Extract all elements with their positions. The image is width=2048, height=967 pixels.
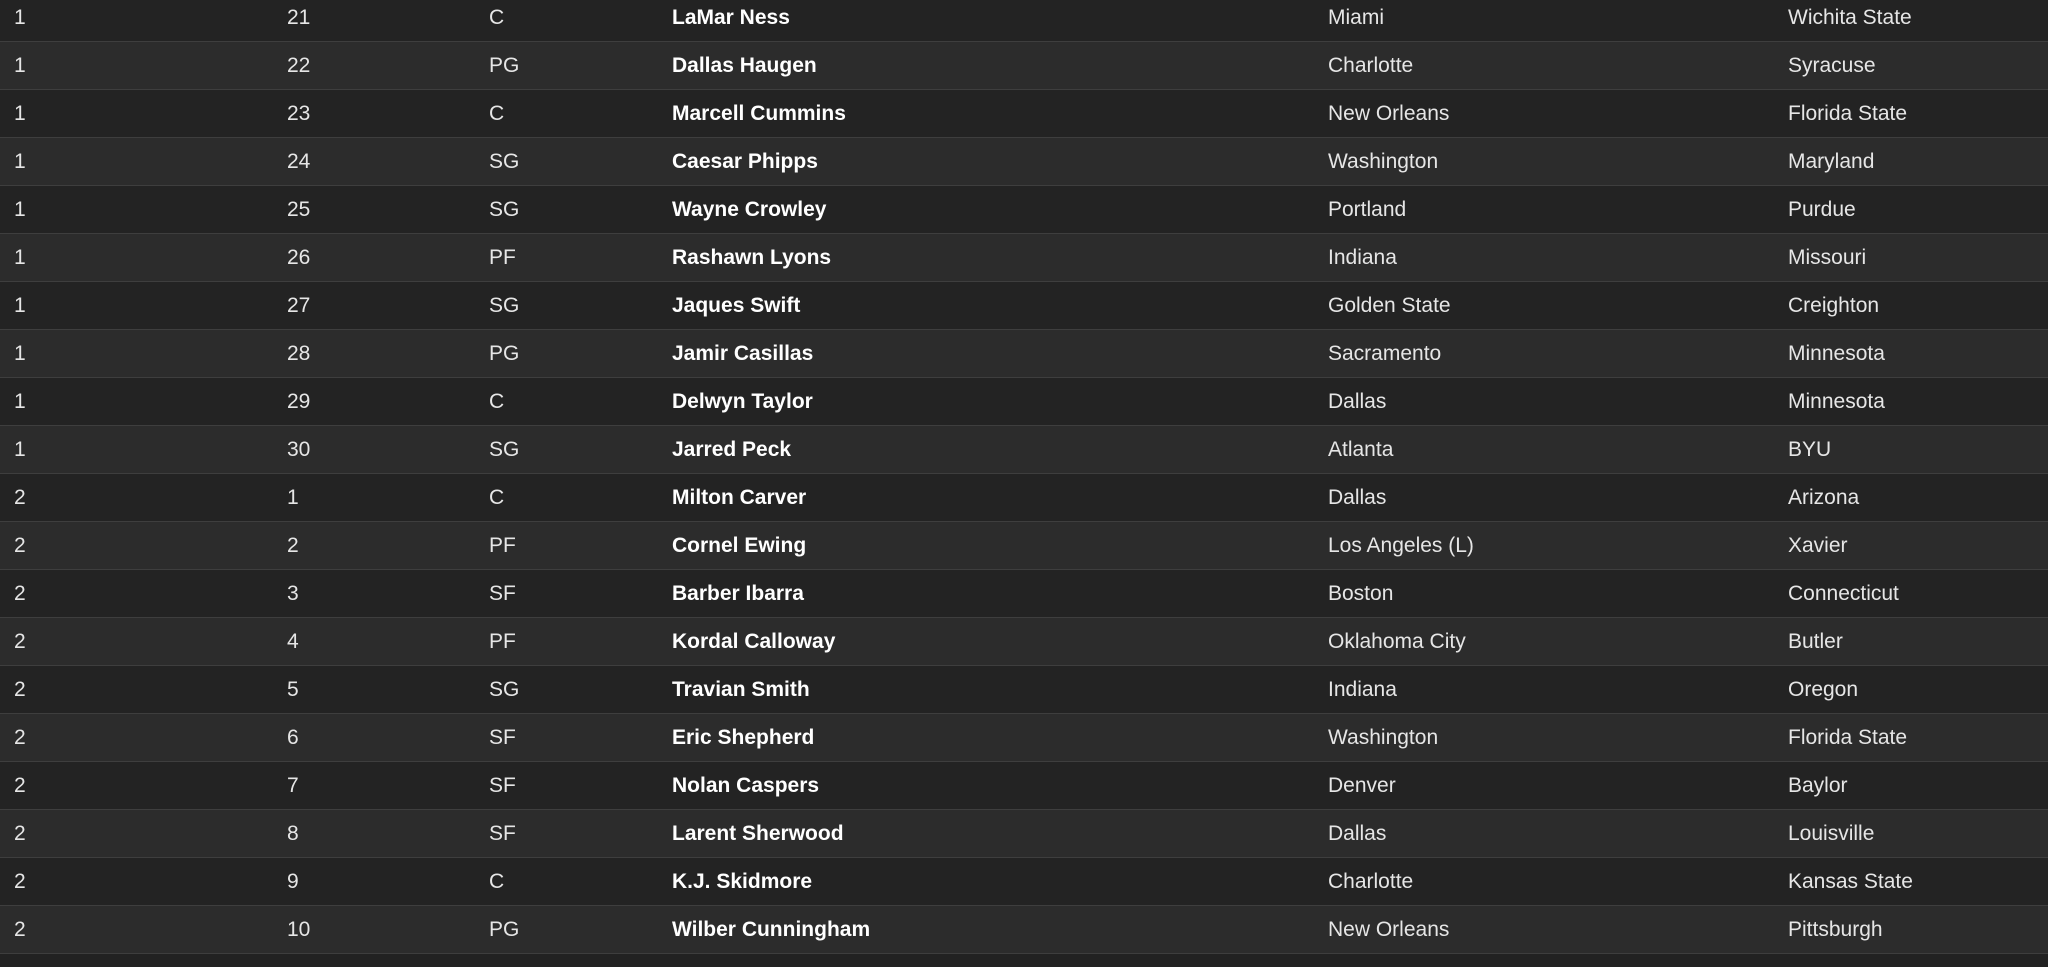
position-cell: SG [489,437,520,461]
round-cell: 2 [14,485,26,509]
round-cell: 2 [14,629,26,653]
table-row[interactable] [0,42,2048,90]
pick-cell: 9 [287,869,299,893]
pick-cell: 4 [287,629,299,653]
pick-cell: 5 [287,677,299,701]
round-cell: 2 [14,677,26,701]
pick-cell: 2 [287,533,299,557]
position-cell: PG [489,53,520,77]
team-cell: Boston [1328,581,1394,605]
team-cell: Sacramento [1328,341,1442,365]
pick-cell: 3 [287,581,299,605]
player-name[interactable]: Larent Sherwood [672,821,844,845]
pick-cell: 24 [287,149,311,173]
player-name[interactable]: K.J. Skidmore [672,869,813,893]
round-cell: 2 [14,533,26,557]
player-name[interactable]: Jamir Casillas [672,341,814,365]
team-cell: Oklahoma City [1328,629,1466,653]
round-cell: 1 [14,341,26,365]
pick-cell: 28 [287,341,311,365]
college-cell: Missouri [1788,245,1867,269]
player-name[interactable]: Jarred Peck [672,437,792,461]
table-row[interactable] [0,474,2048,522]
pick-cell: 6 [287,725,299,749]
college-cell: Minnesota [1788,389,1885,413]
round-cell: 1 [14,149,26,173]
college-cell: Louisville [1788,821,1875,845]
college-cell: Purdue [1788,197,1856,221]
team-cell: Indiana [1328,677,1397,701]
pick-cell: 23 [287,101,311,125]
round-cell: 1 [14,5,26,29]
college-cell: Florida State [1788,101,1908,125]
team-cell: Los Angeles (L) [1328,533,1474,557]
player-name[interactable]: Rashawn Lyons [672,245,832,269]
table-row[interactable] [0,570,2048,618]
college-cell: Florida State [1788,725,1908,749]
team-cell: Indiana [1328,245,1397,269]
position-cell: PF [489,533,516,557]
round-cell: 2 [14,725,26,749]
round-cell: 1 [14,245,26,269]
college-cell: Kansas State [1788,869,1913,893]
table-row[interactable] [0,858,2048,906]
college-cell: Minnesota [1788,341,1885,365]
round-cell: 1 [14,437,26,461]
player-name[interactable]: Eric Shepherd [672,725,815,749]
pick-cell: 25 [287,197,311,221]
table-row[interactable] [0,186,2048,234]
round-cell: 1 [14,293,26,317]
position-cell: SG [489,677,520,701]
team-cell: Washington [1328,149,1439,173]
position-cell: C [489,5,505,29]
table-row[interactable] [0,0,2048,42]
table-row[interactable] [0,714,2048,762]
college-cell: Arizona [1788,485,1860,509]
table-row[interactable] [0,90,2048,138]
college-cell: Maryland [1788,149,1875,173]
round-cell: 1 [14,197,26,221]
player-name[interactable]: Barber Ibarra [672,581,804,605]
position-cell: C [489,485,505,509]
round-cell: 2 [14,773,26,797]
position-cell: SG [489,197,520,221]
position-cell: C [489,389,505,413]
college-cell: Butler [1788,629,1843,653]
position-cell: PG [489,917,520,941]
position-cell: SF [489,725,516,749]
team-cell: Dallas [1328,389,1387,413]
team-cell: New Orleans [1328,101,1450,125]
team-cell: New Orleans [1328,917,1450,941]
pick-cell: 8 [287,821,299,845]
player-name[interactable]: Wilber Cunningham [672,917,871,941]
pick-cell: 10 [287,917,311,941]
player-name[interactable]: Milton Carver [672,485,807,509]
table-row[interactable] [0,378,2048,426]
position-cell: PG [489,341,520,365]
pick-cell: 27 [287,293,311,317]
position-cell: SF [489,773,516,797]
college-cell: Syracuse [1788,53,1876,77]
position-cell: PF [489,245,516,269]
table-row[interactable] [0,906,2048,954]
team-cell: Dallas [1328,485,1387,509]
position-cell: C [489,869,505,893]
pick-cell: 26 [287,245,311,269]
round-cell: 2 [14,821,26,845]
team-cell: Charlotte [1328,53,1414,77]
team-cell: Washington [1328,725,1439,749]
college-cell: Oregon [1788,677,1859,701]
table-row[interactable] [0,282,2048,330]
college-cell: Creighton [1788,293,1880,317]
position-cell: SF [489,821,516,845]
team-cell: Atlanta [1328,437,1394,461]
player-name[interactable]: Caesar Phipps [672,149,818,173]
pick-cell: 29 [287,389,311,413]
player-name[interactable]: Travian Smith [672,677,810,701]
position-cell: C [489,101,505,125]
table-row[interactable] [0,810,2048,858]
college-cell: Connecticut [1788,581,1899,605]
table-row[interactable] [0,666,2048,714]
round-cell: 2 [14,869,26,893]
table-row[interactable] [0,522,2048,570]
team-cell: Charlotte [1328,869,1414,893]
player-name[interactable]: Nolan Caspers [672,773,820,797]
college-cell: Baylor [1788,773,1848,797]
college-cell: BYU [1788,437,1832,461]
round-cell: 1 [14,389,26,413]
team-cell: Golden State [1328,293,1451,317]
team-cell: Dallas [1328,821,1387,845]
position-cell: SG [489,149,520,173]
college-cell: Wichita State [1788,5,1912,29]
player-name[interactable]: Wayne Crowley [672,197,827,221]
table-row[interactable] [0,618,2048,666]
round-cell: 1 [14,101,26,125]
table-row[interactable] [0,138,2048,186]
player-name[interactable]: Marcell Cummins [672,101,846,125]
college-cell: Xavier [1788,533,1848,557]
table-row[interactable] [0,234,2048,282]
position-cell: PF [489,629,516,653]
player-name[interactable]: Dallas Haugen [672,53,817,77]
pick-cell: 30 [287,437,311,461]
team-cell: Miami [1328,5,1384,29]
table-row[interactable] [0,762,2048,810]
pick-cell: 7 [287,773,299,797]
position-cell: SF [489,581,516,605]
round-cell: 1 [14,53,26,77]
table-row[interactable] [0,426,2048,474]
player-name[interactable]: LaMar Ness [672,5,790,29]
round-cell: 2 [14,581,26,605]
position-cell: SG [489,293,520,317]
team-cell: Portland [1328,197,1407,221]
player-name[interactable]: Delwyn Taylor [672,389,813,413]
player-name[interactable]: Cornel Ewing [672,533,807,557]
pick-cell: 1 [287,485,299,509]
college-cell: Pittsburgh [1788,917,1883,941]
round-cell: 2 [14,917,26,941]
player-name[interactable]: Kordal Calloway [672,629,836,653]
pick-cell: 22 [287,53,311,77]
player-name[interactable]: Jaques Swift [672,293,801,317]
team-cell: Denver [1328,773,1396,797]
pick-cell: 21 [287,5,311,29]
table-row[interactable] [0,330,2048,378]
